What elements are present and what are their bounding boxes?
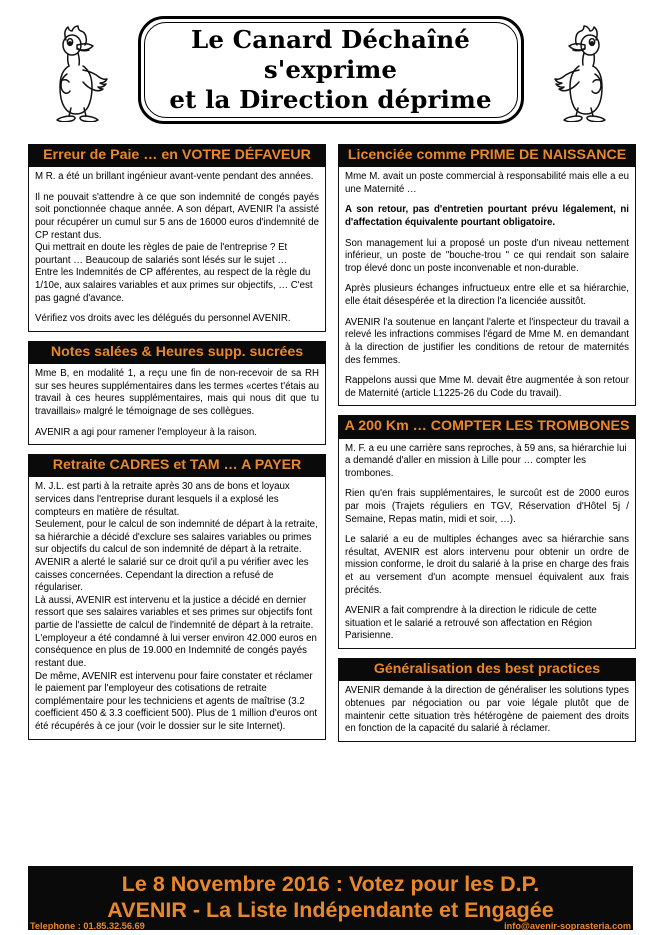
paragraph: M R. a été un brillant ingénieur avant-vente pendant des années. bbox=[35, 171, 314, 183]
paragraph: AVENIR a agi pour ramener l'employeur à la raison. bbox=[35, 426, 257, 438]
right-column bbox=[338, 144, 636, 751]
paragraph: Seulement, pour le calcul de son indemnité de départ à la retraite, sa hiérarchie a décidé d'exclure ses salaires variables ou primes sur objectifs du calcul de son indemnité de départ à la retraite. bbox=[35, 519, 318, 556]
paragraph: Il ne pouvait s'attendre à ce que son indemnité de congés payés soit ponctionnée chaque année. A son départ, AVENIR l'a assisté pour récupérer un cumul sur 5 ans de 16000 euros d'indemnité de CP restant dus. bbox=[35, 191, 319, 241]
banner-line-1: Le 8 Novembre 2016 : Votez pour les D.P. bbox=[121, 872, 540, 896]
section-body bbox=[28, 364, 326, 445]
article-section-erreur-de-paie bbox=[28, 144, 326, 332]
paragraph: AVENIR l'a soutenue en lançant l'alerte et l'inspecteur du travail a relevé les infractions commises l'égard de Mme M. en demandant à la direction de justifier les conditions de retour de maternités des femmes. bbox=[345, 316, 629, 366]
email-text[interactable]: info@avenir-soprasteria.com bbox=[504, 921, 631, 931]
paragraph: M. J.L. est parti à la retraite après 30 ans de bons et loyaux services dans l'entreprise durant lesquels il a explosé les compteurs en matière de résultat. bbox=[35, 481, 290, 518]
section-body bbox=[28, 167, 326, 332]
paragraph: Là aussi, AVENIR est intervenu et la justice a décidé en dernier ressort que ses salaires variables et ses primes sur objectifs font partie de l'assiette de calcul de l'indemnité de départ à la retraite. L'employeur a été condamné à lui verser environ 42.000 euros en conséquence en plus de 19.000 en Indemnité de congés payés restant due. bbox=[35, 594, 317, 669]
paragraph: Qui mettrait en doute les règles de paie de l'entreprise ? Et pourtant … Beaucoup de salariés sont lésés sur le sujet … bbox=[35, 242, 288, 266]
paragraph: AVENIR demande à la direction de généraliser les solutions types obtenues par négociation ou par voie légale plutôt que de maintenir cette situation très hétérogène de paiement des droits en fonction de la capacité du salarié à réclamer. bbox=[345, 685, 629, 735]
section-body bbox=[338, 439, 636, 650]
telephone-text: Telephone : 01.85.32.56.69 bbox=[30, 921, 145, 931]
paragraph: De même, AVENIR est intervenu pour faire constater et réclamer le paiement par l'employeur des cotisations de retraite complémentaire pour les techniciens et agents de maîtrise (3.2 coefficient 450 & 3.3 coefficient 500). Plus de 1 million d'euros ont été récupérés à ce jour (voir le dossier sur le site Internet). bbox=[35, 670, 318, 732]
paragraph: Mme B, en modalité 1, a reçu une fin de non-recevoir de sa RH sur ses heures supplémentaires dans les termes «certes t'étais au travail à ces heures supplémentaires, mais qui nous dit que tu travaillais» malgré le témoignage de ses collègues. bbox=[35, 368, 320, 417]
article-section-generalisation-best-practices bbox=[338, 658, 636, 742]
paragraph: A son retour, pas d'entretien pourtant prévu légalement, ni d'affectation équivalente pourtant obligatoire. bbox=[345, 204, 629, 229]
article-section-a-200-km bbox=[338, 415, 636, 649]
masthead bbox=[0, 0, 661, 132]
footer-contacts bbox=[30, 921, 631, 931]
left-column bbox=[28, 144, 326, 751]
paragraph: Son management lui a proposé un poste d'un niveau nettement inférieur, un poste de "bouche-trou " ce qui rendait son salaire trop élevé donc un poste inconvenable et non-durable. bbox=[345, 237, 629, 274]
article-section-retraite-cadres bbox=[28, 454, 326, 739]
title-line-2: et la Direction déprime bbox=[169, 84, 492, 114]
section-body bbox=[338, 167, 636, 406]
section-heading: Erreur de Paie … en VOTRE DÉFAVEUR bbox=[28, 144, 326, 167]
paragraph: Le salarié a eu de multiples échanges avec sa hiérarchie sans résultat, AVENIR est alors intervenu pour obtenir un ordre de mission conforme, le droit du salarié à la prise en charge des frais et au versement d'un acompte mensuel équivalent aux frais précités. bbox=[345, 534, 629, 596]
article-section-notes-salees bbox=[28, 341, 326, 445]
page-title bbox=[138, 25, 524, 115]
paragraph: Mme M. avait un poste commercial à responsabilité mais elle a eu une Maternité … bbox=[345, 171, 629, 195]
title-plate bbox=[138, 16, 524, 124]
section-heading: A 200 Km … COMPTER LES TROMBONES bbox=[338, 415, 636, 438]
duck-mascot-icon bbox=[542, 18, 616, 122]
section-body bbox=[28, 477, 326, 739]
paragraph: AVENIR a alerté le salarié sur ce droit qu'il a pu vérifier avec les caisses concernées. Cependant la direction a refusé de régulariser. bbox=[35, 557, 309, 594]
section-heading: Retraite CADRES et TAM … A PAYER bbox=[28, 454, 326, 477]
paragraph: M. F. a eu une carrière sans reproches, à 59 ans, sa hiérarchie lui a demandé d'aller en mission à Lille pour … compter les trombones. bbox=[345, 442, 627, 479]
banner-line-2: AVENIR - La Liste Indépendante et Engagée bbox=[107, 898, 554, 923]
title-line-1: Le Canard Déchaîné s'exprime bbox=[191, 25, 470, 85]
paragraph: Rappelons aussi que Mme M. devait être augmentée à son retour de Maternité (article L1225-26 du Code du travail). bbox=[345, 375, 629, 399]
article-columns bbox=[0, 144, 661, 751]
section-heading: Généralisation des best practices bbox=[338, 658, 636, 681]
paragraph: Après plusieurs échanges infructueux entre elle et sa hiérarchie, elle était désespérée et la direction l'a licenciée aussitôt. bbox=[345, 283, 629, 308]
paragraph: AVENIR a fait comprendre à la direction le ridicule de cette situation et le salarié a retrouvé son affectation en Région Parisienne. bbox=[345, 605, 597, 642]
section-body bbox=[338, 681, 636, 741]
paragraph: Rien qu'en frais supplémentaires, le surcoût est de 2000 euros par mois (Trajets réguliers en TGV, Réservation d'Hôtel 5j / Semaine, Repas matin, midi et soir, …). bbox=[345, 488, 629, 525]
duck-mascot-icon bbox=[46, 18, 120, 122]
paragraph: Entre les Indemnités de CP afférentes, au respect de la règle du 1/10e, aux salaires variables et aux primes sur objectifs, … C'est pas gagné d'avance. bbox=[35, 267, 313, 304]
article-section-licenciee-prime-naissance bbox=[338, 144, 636, 406]
section-heading: Licenciée comme PRIME DE NAISSANCE bbox=[338, 144, 636, 167]
paragraph: Vérifiez vos droits avec les délégués du personnel AVENIR. bbox=[35, 313, 291, 325]
section-heading: Notes salées & Heures supp. sucrées bbox=[28, 341, 326, 364]
